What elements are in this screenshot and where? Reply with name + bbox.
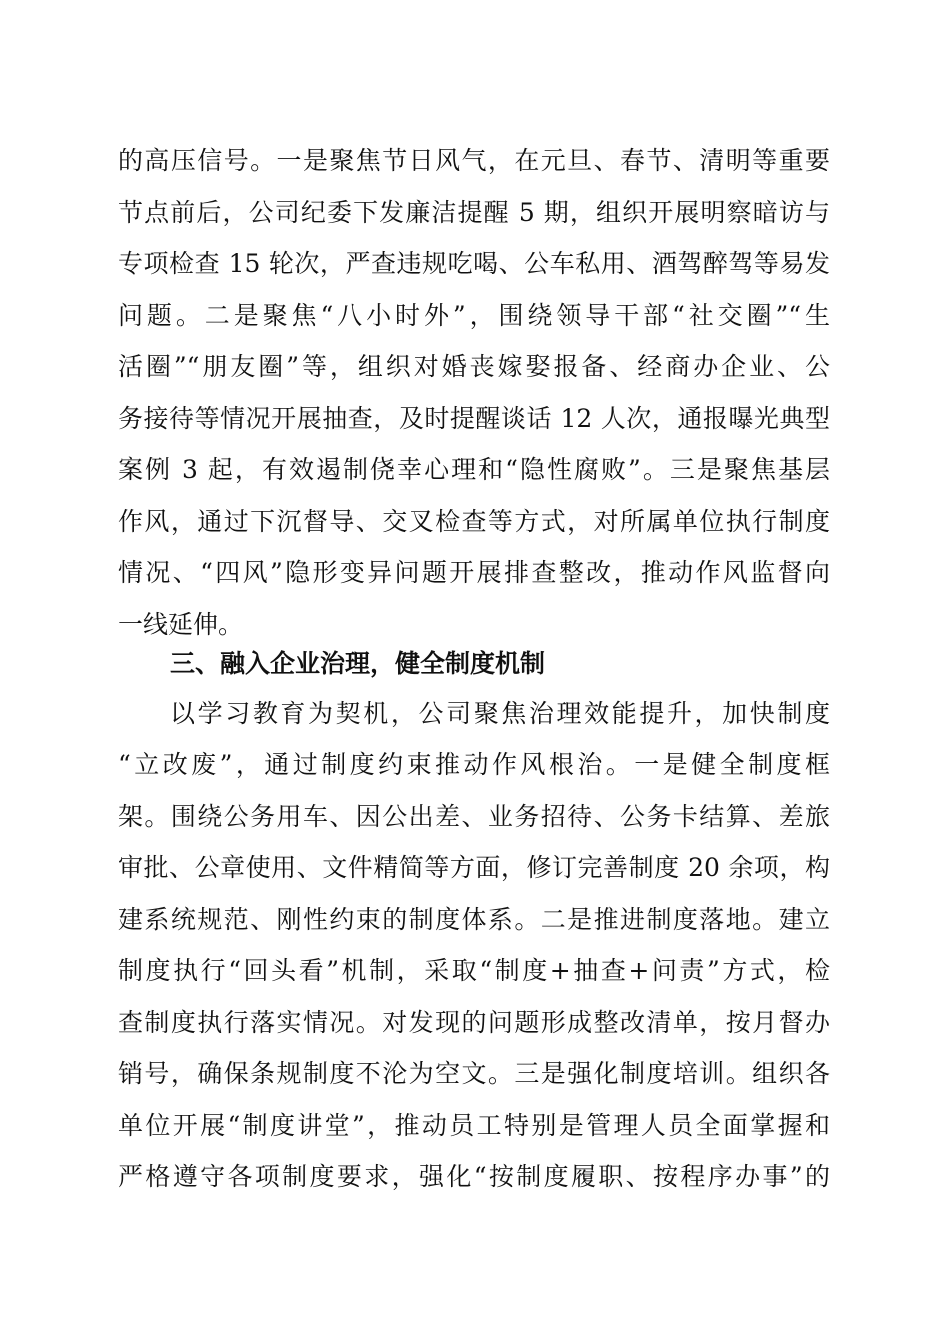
paragraph-line: 销号，确保条规制度不沦为空文。三是强化制度培训。组织各: [118, 1059, 830, 1088]
paragraph-line: 节点前后，公司纪委下发廉洁提醒 5 期，组织开展明察暗访与: [118, 198, 830, 227]
paragraph-line: 单位开展“制度讲堂”，推动员工特别是管理人员全面掌握和: [118, 1111, 830, 1140]
section-heading: 三、融入企业治理，健全制度机制: [170, 649, 546, 678]
paragraph-line: 活圈”“朋友圈”等，组织对婚丧嫁娶报备、经商办企业、公: [118, 352, 830, 381]
paragraph-line: 审批、公章使用、文件精简等方面，修订完善制度 20 余项，构: [118, 853, 830, 882]
paragraph-line: 案例 3 起，有效遏制侥幸心理和“隐性腐败”。三是聚焦基层: [118, 455, 830, 484]
paragraph-line: 情况、“四风”隐形变异问题开展排查整改，推动作风监督向: [118, 558, 830, 587]
paragraph-line: 一线延伸。: [118, 610, 244, 639]
paragraph-line: 问题。二是聚焦“八小时外”，围绕领导干部“社交圈”“生: [118, 301, 830, 330]
paragraph-line: 查制度执行落实情况。对发现的问题形成整改清单，按月督办: [118, 1008, 830, 1037]
paragraph-line: 建系统规范、刚性约束的制度体系。二是推进制度落地。建立: [118, 905, 830, 934]
paragraph-line: 架。围绕公务用车、因公出差、业务招待、公务卡结算、差旅: [118, 802, 830, 831]
paragraph-line: 制度执行“回头看”机制，采取“制度+抽查+问责”方式，检: [118, 956, 830, 985]
paragraph-line: 的高压信号。一是聚焦节日风气，在元旦、春节、清明等重要: [118, 146, 830, 175]
paragraph-line: 务接待等情况开展抽查，及时提醒谈话 12 人次，通报曝光典型: [118, 404, 830, 433]
paragraph-line: 严格遵守各项制度要求，强化“按制度履职、按程序办事”的: [118, 1162, 830, 1191]
paragraph-line: 专项检查 15 轮次，严查违规吃喝、公车私用、酒驾醉驾等易发: [118, 249, 830, 278]
paragraph-line: “立改废”，通过制度约束推动作风根治。一是健全制度框: [118, 750, 830, 779]
paragraph-line: 作风，通过下沉督导、交叉检查等方式，对所属单位执行制度: [118, 507, 830, 536]
paragraph-line: 以学习教育为契机，公司聚焦治理效能提升，加快制度: [170, 699, 830, 728]
